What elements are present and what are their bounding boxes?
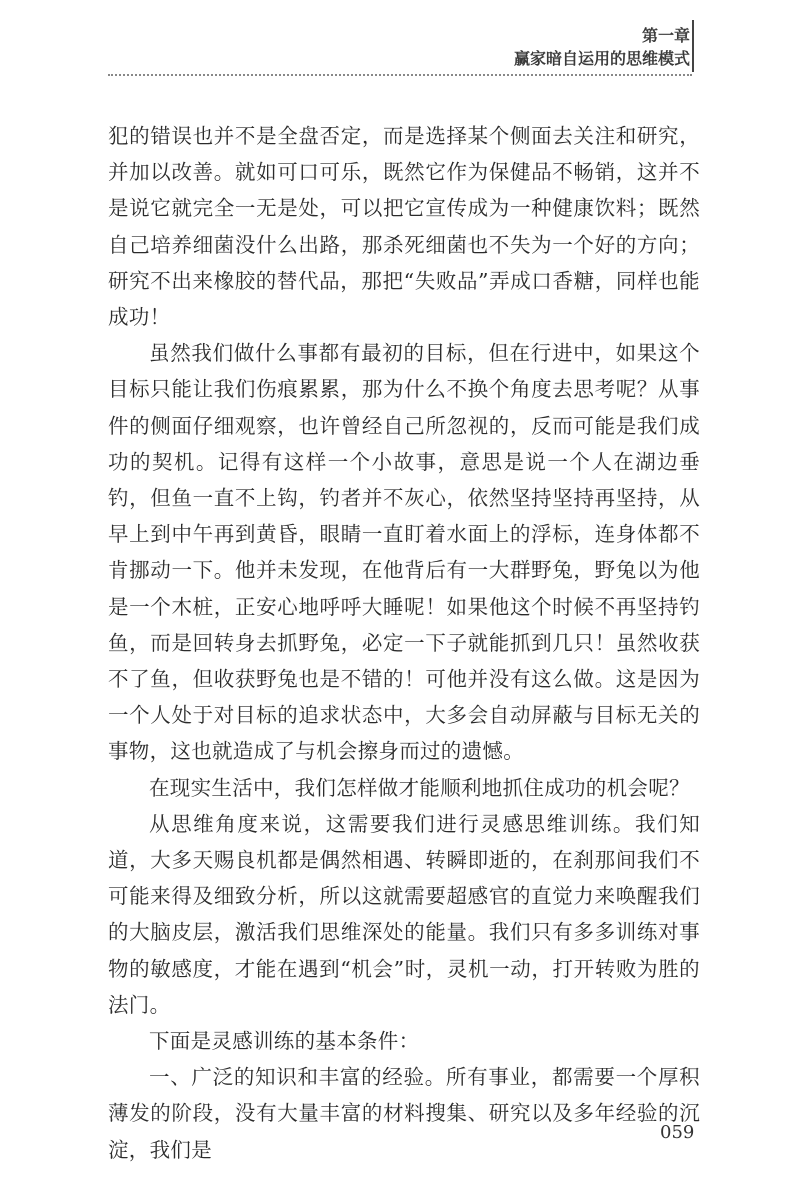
header-vertical-rule [692,20,694,72]
header-dotted-divider [108,74,692,76]
body-text [108,118,700,1168]
paragraph: 一、广泛的知识和丰富的经验。所有事业，都需要一个厚积薄发的阶段，没有大量丰富的材料搜集、研究以及多年经验的沉淀，我们是 [108,1065,700,1162]
chapter-title: 赢家暗自运用的思维模式 [513,49,690,68]
paragraph: 下面是灵感训练的基本条件： [149,1029,420,1054]
chapter-label: 第一章 [641,26,690,45]
paragraph: 从思维角度来说，这需要我们进行灵感思维训练。我们知道，大多天赐良机都是偶然相遇、转瞬即逝的，在刹那间我们不可能来得及细致分析，所以这就需要超感官的直觉力来唤醒我们的大脑皮层，激活我们思维深处的能量。我们只有多多训练对事物的敏感度，才能在遇到“机会”时，灵机一动，打开转败为胜的法门。 [108,811,700,1017]
running-header [514,26,690,70]
paragraph-continued: 犯的错误也并不是全盘否定，而是选择某个侧面去关注和研究，并加以改善。就如可口可乐，既然它作为保健品不畅销，这并不是说它就完全一无是处，可以把它宣传成为一种健康饮料；既然自己培养细菌没什么出路，那杀死细菌也不失为一个好的方向；研究不出来橡胶的替代品，那把“失败品”弄成口香糖，同样也能成功！ [108,124,700,330]
paragraph: 虽然我们做什么事都有最初的目标，但在行进中，如果这个目标只能让我们伤痕累累，那为什么不换个角度去思考呢？从事件的侧面仔细观察，也许曾经自己所忽视的，反而可能是我们成功的契机。记得有这样一个小故事，意思是说一个人在湖边垂钓，但鱼一直不上钩，钓者并不灰心，依然坚持坚持再坚持，从早上到中午再到黄昏，眼睛一直盯着水面上的浮标，连身体都不肯挪动一下。他并未发现，在他背后有一大群野兔，野兔以为他是一个木桩，正安心地呼呼大睡呢！如果他这个时候不再坚持钓鱼，而是回转身去抓野兔，必定一下子就能抓到几只！虽然收获不了鱼，但收获野兔也是不错的！可他并没有这么做。这是因为一个人处于对目标的追求状态中，大多会自动屏蔽与目标无关的事物，这也就造成了与机会擦身而过的遗憾。 [108,341,700,764]
page-number: 059 [660,1122,695,1143]
paragraph: 在现实生活中，我们怎样做才能顺利地抓住成功的机会呢？ [149,775,690,800]
